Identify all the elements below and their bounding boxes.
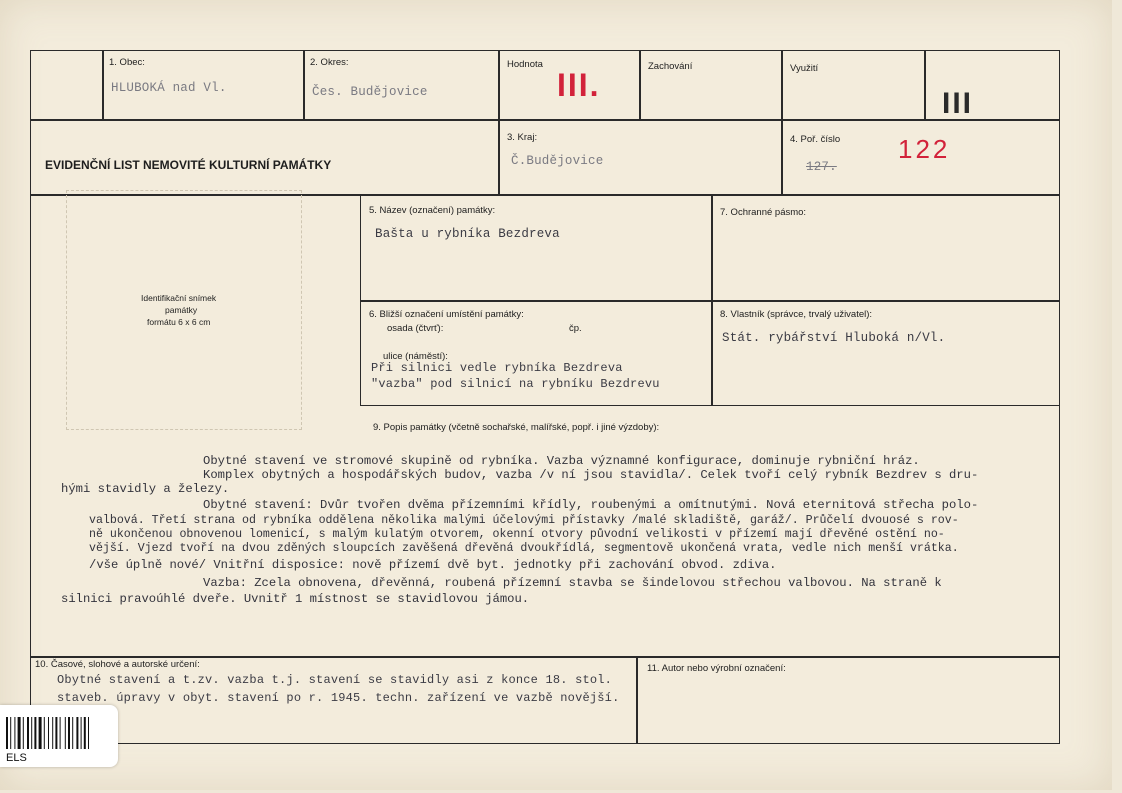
popis-line-9: Vazba: Zcela obnovena, dřevěnná, roubená přízemní stavba se šindelovou střechou valbovou. Na straně k (203, 576, 942, 590)
vlastnik-box (711, 300, 1060, 406)
obec-cell (30, 50, 104, 121)
por-cislo-new: 122 (898, 134, 951, 164)
ulice-label: ulice (náměstí): (383, 351, 448, 362)
por-cislo-label: 4. Poř. číslo (790, 134, 841, 145)
hodnota-box (498, 50, 641, 121)
okres-label: 2. Okres: (310, 57, 349, 68)
ochranne-label: 7. Ochranné pásmo: (720, 207, 807, 218)
hodnota-label: Hodnota (507, 59, 543, 70)
por-cislo-old: 127. (806, 160, 837, 174)
barcode-sticker (0, 705, 118, 767)
hodnota-value: III. (557, 67, 601, 103)
nazev-box (360, 194, 713, 302)
umisteni-line-2: "vazba" pod silnicí na rybníku Bezdrevu (371, 377, 660, 391)
popis-line-2: Komplex obytných a hospodářských budov, vazba /v ní jsou stavidla/. Celek tvoří celý rybník Bezdrev s dru- (203, 468, 979, 482)
umisteni-line-1: Při silnici vedle rybníka Bezdreva (371, 361, 623, 375)
okres-value: Čes. Budějovice (312, 85, 428, 99)
vyuziti-box (781, 50, 974, 121)
popis-line-7: vější. Vjezd tvoří na dvou zděných sloupcích zavěšená dřevěná dvoukřídlá, segmentově ukončená vrata, vedle nich menší vrátka. (89, 542, 959, 555)
barcode-label: ELS (6, 752, 27, 764)
casove-line-2: staveb. úpravy v obyt. stavení po r. 1945. techn. zařízení ve vazbě novější. (57, 691, 620, 705)
vyuziti-value: III (942, 87, 974, 120)
photo-caption-1: Identifikační snímek (141, 293, 217, 303)
ochranne-box (711, 194, 1060, 302)
barcode-icon (6, 717, 110, 749)
osada-label: osada (čtvrť): (387, 323, 444, 334)
form-title: EVIDENČNÍ LIST NEMOVITÉ KULTURNÍ PAMÁTKY (45, 158, 332, 172)
popis-line-1: Obytné stavení ve stromové skupině od rybníka. Vazba významné konfigurace, dominuje rybniční hráz. (203, 454, 920, 468)
nazev-label: 5. Název (označení) památky: (369, 205, 496, 216)
photo-caption-2: památky (165, 305, 198, 315)
vlastnik-value: Stát. rybářství Hluboká n/Vl. (722, 331, 946, 345)
popis-line-10: silnici pravoúhlé dveře. Uvnitř 1 místnost se stavidlovou jámou. (61, 592, 530, 606)
autor-box (636, 656, 1060, 744)
zachovani-box (639, 50, 783, 121)
popis-box (30, 404, 1060, 658)
kraj-value: Č.Budějovice (511, 154, 604, 168)
por-cislo-box (781, 119, 1060, 196)
popis-line-6: ně ukončenou obnovenou lomenicí, s malým kulatým otvorem, okenní otvory původní velikosti v přízemí mají dřevěné ostění no- (89, 528, 945, 541)
popis-line-3: hými stavidly a železy. (61, 482, 230, 496)
photo-caption-3: formátu 6 x 6 cm (147, 317, 211, 327)
kraj-label: 3. Kraj: (507, 132, 538, 143)
vyuziti-label: Využití (790, 63, 819, 74)
autor-label: 11. Autor nebo výrobní označení: (647, 663, 786, 674)
casove-box (30, 656, 638, 744)
umisteni-label: 6. Bližší označení umístění památky: (369, 309, 524, 320)
title-box (30, 119, 500, 196)
popis-label: 9. Popis památky (včetně sochařské, malířské, popř. i jiné výzdoby): (373, 422, 660, 433)
obec-box (102, 50, 305, 121)
casove-label: 10. Časové, slohové a autorské určení: (35, 659, 200, 670)
obec-label: 1. Obec: (109, 57, 145, 68)
kraj-box (498, 119, 783, 196)
casove-line-1: Obytné stavení a t.zv. vazba t.j. stavení se stavidly asi z konce 18. stol. (57, 673, 613, 687)
umisteni-box (360, 300, 713, 406)
vlastnik-label: 8. Vlastník (správce, trvalý uživatel): (720, 309, 873, 320)
obec-value: HLUBOKÁ nad Vl. (111, 81, 227, 95)
popis-line-5: valbová. Třetí strana od rybníka oddělena několika malými účelovými přístavky /malé skladiště, garáž/. Průčelí dvouosé s rov- (89, 514, 959, 527)
popis-line-8: /vše úplně nové/ Vnitřní disposice: nově přízemí dvě byt. jednotky při zachování obvod. zdiva. (89, 558, 777, 572)
okres-box (303, 50, 500, 121)
spare-box (924, 50, 1060, 121)
cp-label: čp. (569, 323, 582, 334)
zachovani-label: Zachování (648, 61, 693, 72)
photo-placeholder (66, 190, 302, 430)
popis-line-4: Obytné stavení: Dvůr tvořen dvěma přízemními křídly, roubenými a omítnutými. Nová eternitová střecha polo- (203, 498, 979, 512)
nazev-value: Bašta u rybníka Bezdreva (375, 227, 560, 241)
